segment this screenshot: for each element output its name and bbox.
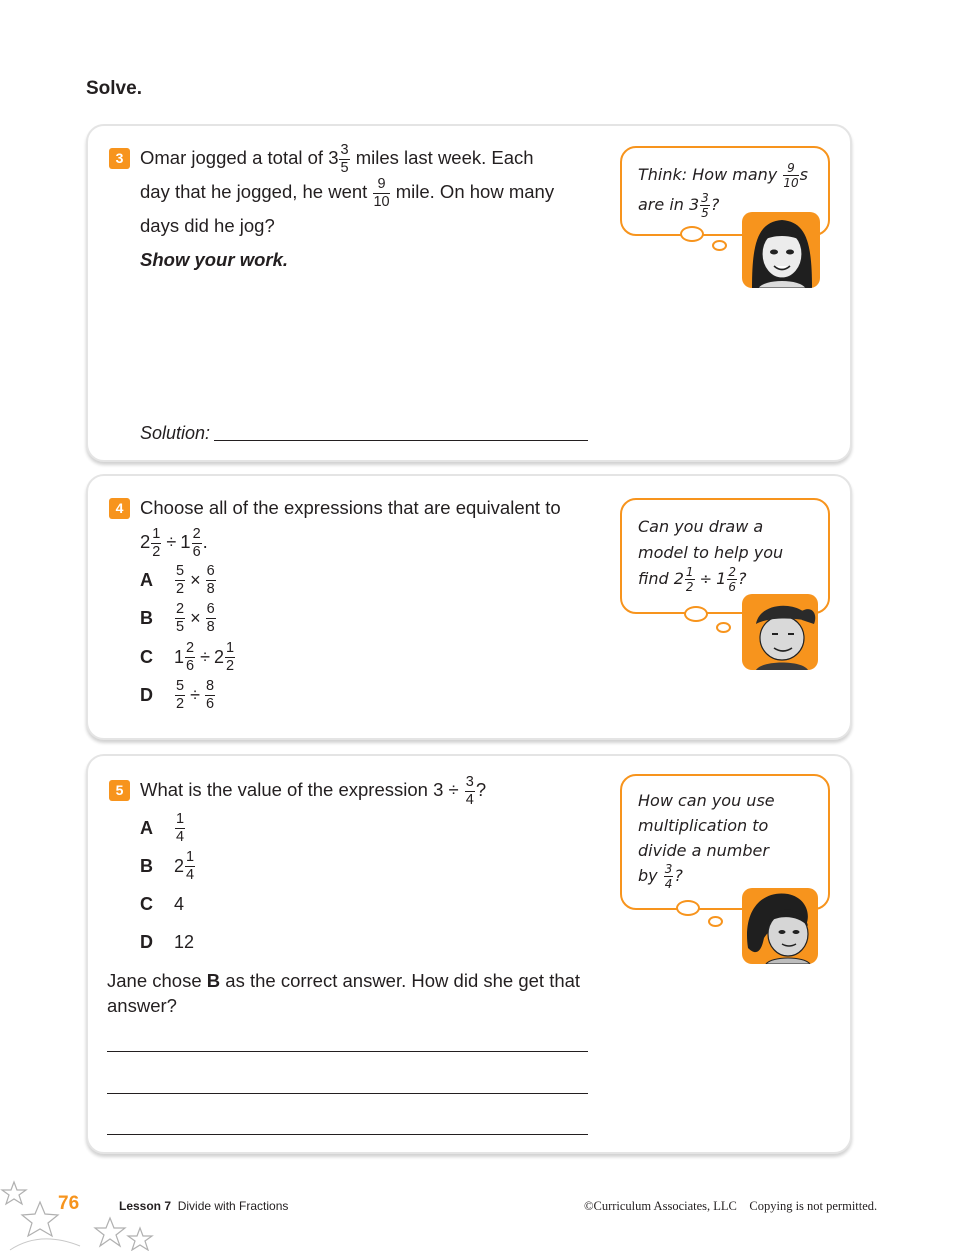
fraction: $\frac{5}{2}$ — [176, 563, 185, 597]
boy-avatar-icon — [742, 594, 818, 670]
girl-avatar-icon — [742, 888, 818, 964]
fraction: $\frac{2}{6}$ — [728, 565, 736, 594]
answer-line[interactable] — [107, 1134, 588, 1135]
thought-dot — [712, 240, 727, 251]
question-number: 3 — [109, 148, 130, 169]
fraction: $\frac{8}{6}$ — [205, 678, 215, 712]
question-5-text: What is the value of the expression 3 ÷ $\frac{3}{4}$ ? — [140, 774, 487, 808]
answer-option-c[interactable]: C 4 — [140, 893, 185, 914]
thought-dot — [680, 226, 704, 242]
answer-option-c[interactable]: C 1 $\frac{2}{6}$ ÷ 2 $\frac{1}{2}$ — [140, 640, 235, 674]
fraction: $\frac{3}{5}$ — [701, 191, 709, 220]
thought-dot — [684, 606, 708, 622]
hint-thought-bubble: Can you draw a model to help you find 2 $\frac{1}{2}$ ÷ 1 $\frac{2}{6}$ ? — [620, 498, 830, 614]
show-work-label: Show your work. — [140, 249, 289, 270]
question-3-card — [86, 124, 852, 462]
page-number: 76 — [58, 1193, 80, 1214]
target-expression: 2 $\frac{1}{2}$ ÷ 1 $\frac{2}{6}$ . — [140, 526, 208, 560]
girl-avatar-icon — [742, 212, 820, 288]
fraction: $\frac{2}{6}$ — [192, 526, 201, 560]
question-3-text: Omar jogged a total of 3 $\frac{3}{5}$ miles last week. Each day that he jogged, he went $\frac{9}{10}$ mile. On how many days did he jog? Show your work. — [140, 141, 600, 277]
question-4-text: Choose all of the expressions that are equivalent to 2 $\frac{1}{2}$ ÷ 1 $\frac{2}{6}$ . — [140, 491, 610, 561]
fraction: $\frac{9}{10}$ — [373, 176, 390, 210]
fraction: $\frac{1}{2}$ — [226, 640, 235, 674]
fraction: $\frac{6}{8}$ — [206, 601, 215, 635]
fraction: $\frac{1}{4}$ — [176, 811, 185, 845]
page-heading: Solve. — [86, 78, 142, 99]
fraction: $\frac{5}{2}$ — [176, 678, 185, 712]
fraction: $\frac{1}{4}$ — [186, 849, 195, 883]
question-number: 4 — [109, 498, 130, 519]
fraction: $\frac{3}{4}$ — [465, 774, 474, 808]
lesson-label: Lesson 7 Divide with Fractions — [119, 1199, 289, 1213]
followup-question: Jane chose B as the correct answer. How did she get that answer? — [107, 970, 581, 1016]
answer-line[interactable] — [107, 1051, 588, 1052]
answer-option-b[interactable]: B 2 $\frac{1}{4}$ — [140, 849, 195, 883]
solution-answer-line[interactable] — [214, 440, 588, 441]
answer-option-d[interactable]: D $\frac{5}{2}$ ÷ $\frac{8}{6}$ — [140, 678, 215, 712]
thought-dot — [716, 622, 731, 633]
answer-line[interactable] — [107, 1093, 588, 1094]
copyright-notice: ©Curriculum Associates, LLC Copying is not permitted. — [584, 1199, 878, 1213]
fraction: $\frac{3}{4}$ — [664, 862, 673, 891]
solution-label: Solution: — [140, 423, 211, 443]
answer-option-b[interactable]: B $\frac{2}{5}$ × $\frac{6}{8}$ — [140, 601, 215, 635]
fraction: $\frac{6}{8}$ — [206, 563, 215, 597]
fraction: $\frac{2}{6}$ — [186, 640, 195, 674]
answer-option-d[interactable]: D 12 — [140, 931, 195, 952]
fraction: $\frac{9}{10}$ — [783, 161, 799, 190]
fraction: $\frac{3}{5}$ — [340, 142, 349, 176]
thought-dot — [676, 900, 700, 916]
answer-option-a[interactable]: A $\frac{1}{4}$ — [140, 811, 185, 845]
question-4-card — [86, 474, 852, 740]
hint-thought-bubble: Think: How many $\frac{9}{10}$ s are in 3 $\frac{3}{5}$ ? — [620, 146, 830, 236]
fraction: $\frac{1}{2}$ — [152, 526, 161, 560]
fraction: $\frac{1}{2}$ — [685, 565, 694, 594]
stars-decoration-icon — [0, 1180, 160, 1251]
hint-thought-bubble: How can you use multiplication to divide a number by $\frac{3}{4}$ ? — [620, 774, 830, 910]
thought-dot — [708, 916, 723, 927]
question-number: 5 — [109, 780, 130, 801]
question-5-card — [86, 754, 852, 1154]
answer-option-a[interactable]: A $\frac{5}{2}$ × $\frac{6}{8}$ — [140, 563, 215, 597]
fraction: $\frac{2}{5}$ — [176, 601, 185, 635]
